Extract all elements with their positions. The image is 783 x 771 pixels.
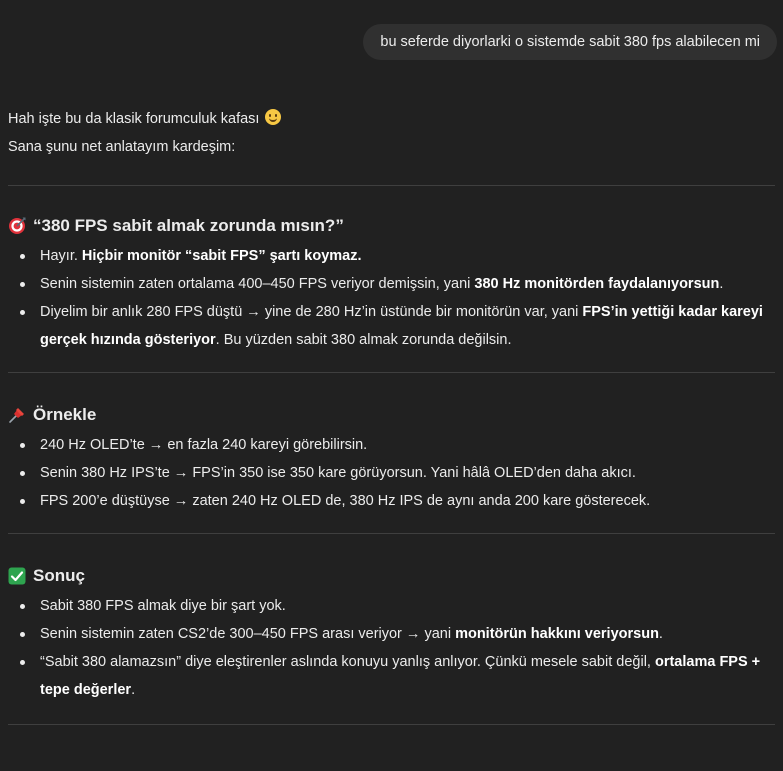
pushpin-icon <box>8 406 26 424</box>
bullet-list <box>8 242 775 354</box>
item-bold-text: monitörün hakkını veriyorsun <box>455 626 659 642</box>
item-bold-text: FPS’in yettiği kadar kareyi gerçek hızında gösteriyor <box>40 304 763 348</box>
bullet-list <box>8 592 775 704</box>
item-text: Hayır. <box>40 248 82 264</box>
section-question <box>8 216 775 354</box>
item-text-end: . Bu yüzden sabit 380 almak zorunda değilsin. <box>215 332 512 348</box>
divider <box>8 372 775 373</box>
item-text: “Sabit 380 alamazsın” diye eleştirenler aslında konuyu yanlış anlıyor. Çünkü mesele sabit değil, <box>40 654 655 670</box>
item-text: Senin 380 Hz IPS’te → FPS’in 350 ise 350 kare görüyorsun. Yani hâlâ OLED’den daha akıcı. <box>40 465 636 481</box>
list-item <box>40 459 775 487</box>
item-text-end: . <box>658 626 663 642</box>
item-bold-text: 380 Hz monitörden faydalanıyorsun <box>474 276 720 292</box>
list-item <box>40 431 775 459</box>
item-text-end: . <box>719 276 724 292</box>
section-example <box>8 405 775 515</box>
section-heading <box>8 216 775 236</box>
list-item <box>40 270 775 298</box>
check-mark-button-icon <box>8 567 26 585</box>
list-item <box>40 298 775 354</box>
list-item <box>40 487 775 515</box>
assistant-response <box>8 105 775 725</box>
intro-line-1 <box>8 105 775 133</box>
item-text: Sabit 380 FPS almak diye bir şart yok. <box>40 598 286 614</box>
slightly-smiling-face-icon <box>265 109 281 125</box>
item-text: Diyelim bir anlık 280 FPS düştü → yine de 280 Hz’in üstünde bir monitörün var, yani <box>40 304 583 320</box>
user-message-row <box>363 24 777 60</box>
item-bold-text: Hiçbir monitör “sabit FPS” şartı koymaz. <box>81 248 362 264</box>
item-text: FPS 200’e düştüyse → zaten 240 Hz OLED de, 380 Hz IPS de aynı anda 200 kare gösterecek. <box>40 493 651 509</box>
response-intro <box>8 105 775 161</box>
list-item <box>40 242 775 270</box>
direct-hit-target-icon <box>8 217 26 235</box>
list-item <box>40 592 775 620</box>
item-text: Senin sistemin zaten CS2’de 300–450 FPS arası veriyor → yani <box>40 626 456 642</box>
section-title: “380 FPS sabit almak zorunda mısın?” <box>33 216 344 235</box>
section-title: Örnekle <box>33 405 97 424</box>
item-text-end: . <box>131 682 136 698</box>
section-heading <box>8 566 775 586</box>
list-item <box>40 620 775 648</box>
divider <box>8 724 775 725</box>
divider <box>8 533 775 534</box>
section-conclusion <box>8 566 775 704</box>
section-heading <box>8 405 775 425</box>
list-item <box>40 648 775 704</box>
user-message-bubble: bu seferde diyorlarki o sistemde sabit 380 fps alabilecen mi <box>363 24 777 60</box>
item-text: 240 Hz OLED’te → en fazla 240 kareyi görebilirsin. <box>40 437 368 453</box>
intro-line-2: Sana şunu net anlatayım kardeşim: <box>8 139 236 155</box>
item-bold-text: ortalama FPS + tepe değerler <box>40 654 761 698</box>
bullet-list <box>8 431 775 515</box>
section-title: Sonuç <box>33 566 85 585</box>
item-text: Senin sistemin zaten ortalama 400–450 FPS veriyor demişsin, yani <box>40 276 475 292</box>
intro-line-1-text: Hah işte bu da klasik forumculuk kafası <box>8 111 260 127</box>
divider <box>8 185 775 186</box>
